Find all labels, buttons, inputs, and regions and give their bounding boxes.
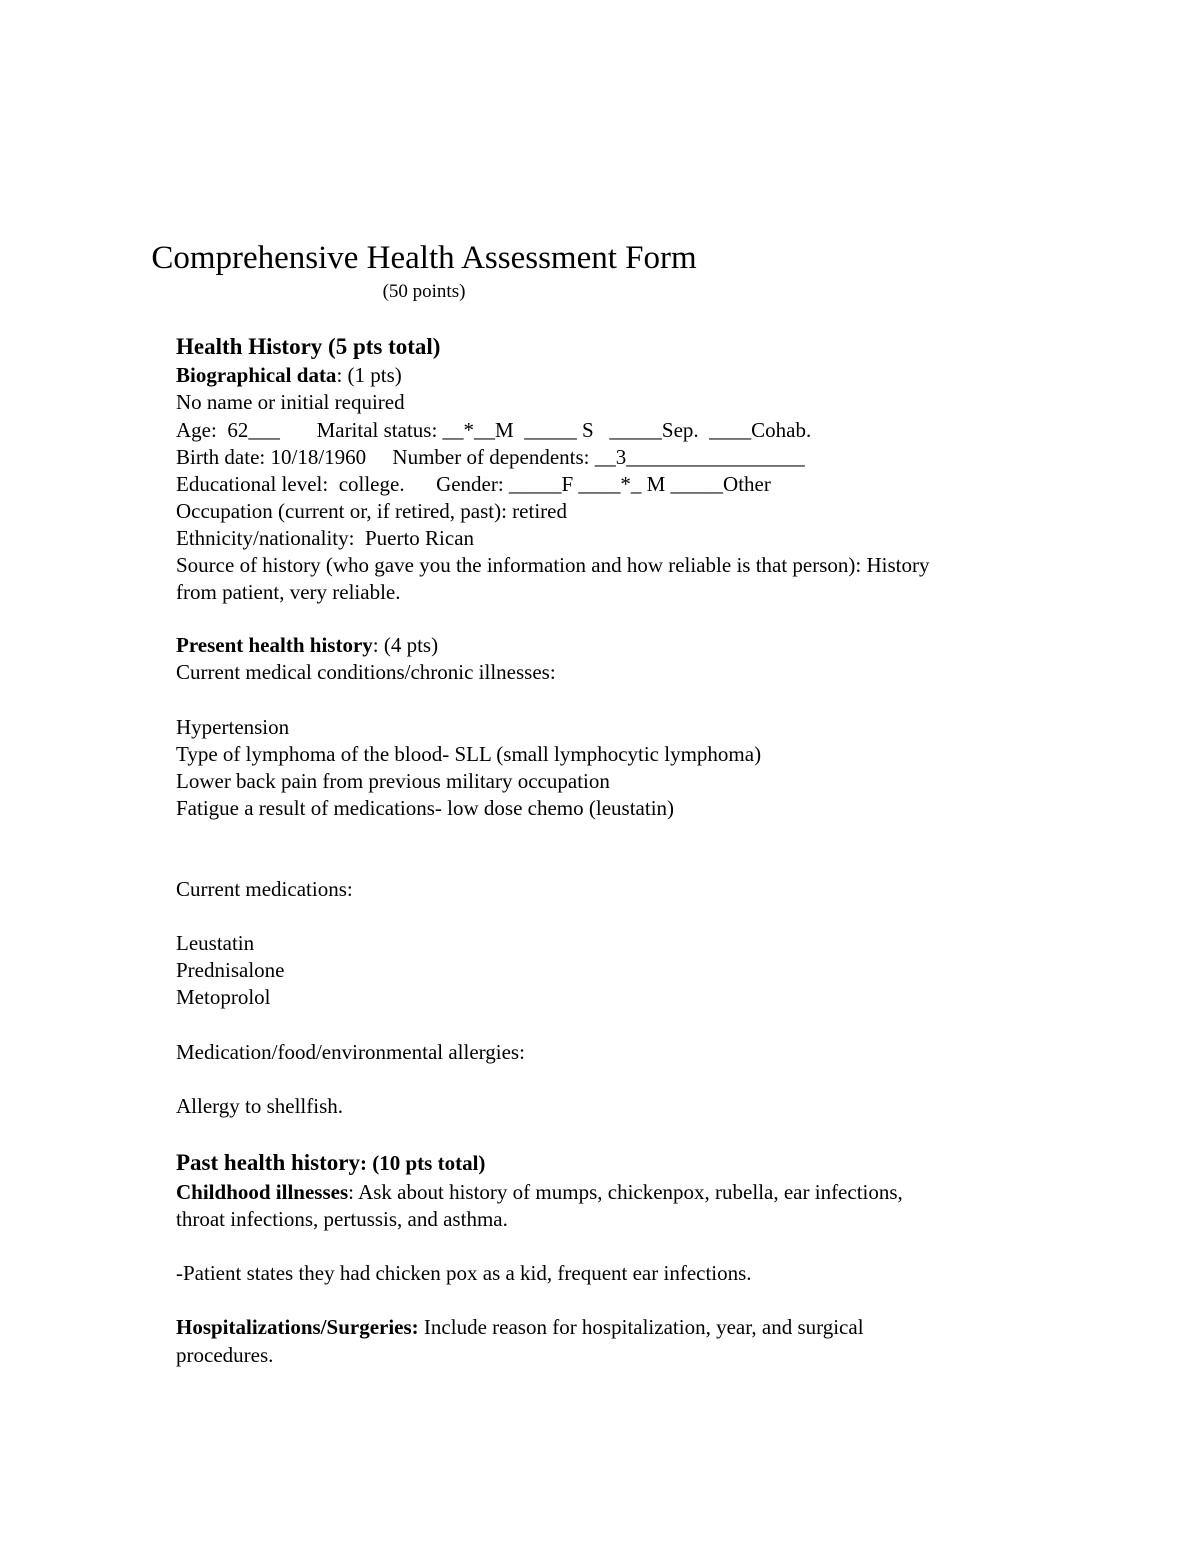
childhood-illnesses-answer: -Patient states they had chicken pox as a kid, frequent ear infections. [176, 1261, 752, 1285]
medication-item: Prednisalone [176, 958, 285, 982]
present-health-history-label: Present health history [176, 633, 373, 657]
condition-item: Type of lymphoma of the blood- SLL (small lymphocytic lymphoma) [176, 742, 762, 766]
past-health-history-line [176, 1149, 485, 1177]
medication-item: Leustatin [176, 931, 255, 955]
health-history-heading: Health History (5 pts total) [176, 334, 441, 359]
hospitalizations-line-1 [176, 1314, 864, 1341]
hospitalizations-prompt: Include reason for hospitalization, year, and surgical [418, 1315, 864, 1339]
present-health-history-points: : (4 pts) [372, 633, 439, 657]
past-health-history-heading: Past health history [176, 1150, 360, 1175]
childhood-illnesses-line-1 [176, 1179, 903, 1206]
no-name-note: No name or initial required [176, 390, 405, 414]
medication-item: Metoprolol [176, 985, 271, 1009]
biographical-data-label: Biographical data [176, 363, 337, 387]
birth-date-dependents: Birth date: 10/18/1960 Number of dependents: __3_________________ [176, 445, 805, 469]
condition-item: Fatigue a result of medications- low dose chemo (leustatin) [176, 796, 675, 820]
present-health-history-line [176, 632, 438, 659]
age-marital-status: Age: 62___ Marital status: __*__M _____ S _____Sep. ____Cohab. [176, 418, 812, 442]
condition-item: Lower back pain from previous military occupation [176, 769, 610, 793]
biographical-data-line [176, 362, 402, 389]
document-title: Comprehensive Health Assessment Form [151, 240, 697, 276]
hospitalizations-line-2: procedures. [176, 1343, 274, 1367]
allergies-label: Medication/food/environmental allergies: [176, 1040, 525, 1064]
allergies-value: Allergy to shellfish. [176, 1094, 344, 1118]
ethnicity: Ethnicity/nationality: Puerto Rican [176, 526, 475, 550]
condition-item: Hypertension [176, 715, 290, 739]
hospitalizations-label: Hospitalizations/Surgeries: [176, 1315, 419, 1339]
source-of-history-line-1: Source of history (who gave you the information and how reliable is that person): History [176, 553, 930, 577]
conditions-label: Current medical conditions/chronic illnesses: [176, 660, 556, 684]
childhood-illnesses-prompt: : Ask about history of mumps, chickenpox, rubella, ear infections, [348, 1180, 903, 1204]
medications-label: Current medications: [176, 877, 353, 901]
education-gender: Educational level: college. Gender: _____F ____*_ M _____Other [176, 472, 771, 496]
childhood-illnesses-label: Childhood illnesses [176, 1180, 349, 1204]
document-subtitle: (50 points) [382, 281, 466, 302]
source-of-history-line-2: from patient, very reliable. [176, 580, 401, 604]
biographical-data-points: : (1 pts) [336, 363, 402, 387]
occupation: Occupation (current or, if retired, past): retired [176, 499, 567, 523]
childhood-illnesses-line-2: throat infections, pertussis, and asthma. [176, 1207, 508, 1231]
past-health-history-points: : (10 pts total) [360, 1151, 486, 1175]
